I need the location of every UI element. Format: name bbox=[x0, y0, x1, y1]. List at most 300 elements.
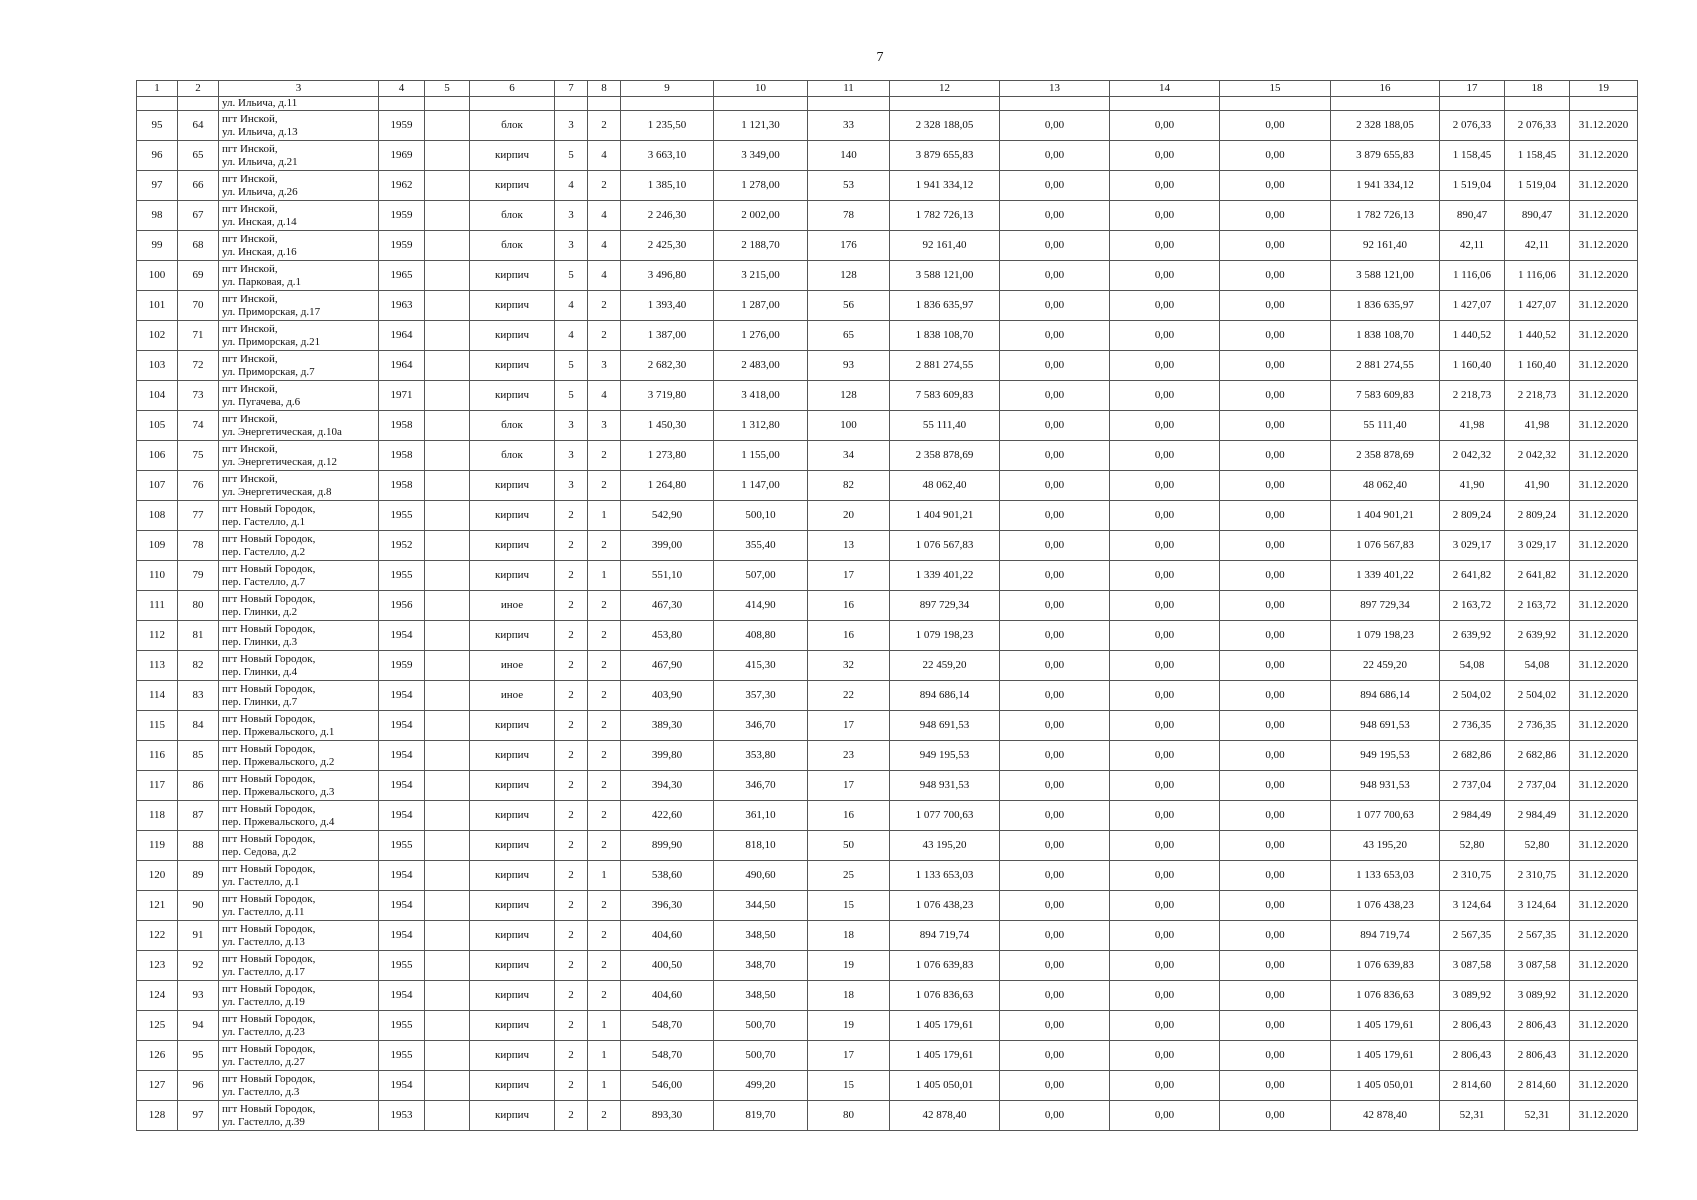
address-settlement: пгт Новый Городок, bbox=[222, 742, 316, 755]
build-year-cell: 1959 bbox=[379, 111, 425, 141]
living-area-cell: 348,50 bbox=[714, 981, 808, 1011]
column-header: 1 bbox=[137, 81, 178, 97]
column-14-cell: 0,00 bbox=[1110, 441, 1220, 471]
total-area-cell: 542,90 bbox=[621, 501, 714, 531]
entrances-cell: 2 bbox=[588, 471, 621, 501]
house-number-cell: 67 bbox=[178, 201, 219, 231]
total-area-cell: 467,30 bbox=[621, 591, 714, 621]
entrances-cell: 2 bbox=[588, 891, 621, 921]
cost-per-sqm-limit-cell: 2 504,02 bbox=[1505, 681, 1570, 711]
build-year-cell: 1955 bbox=[379, 561, 425, 591]
column-13-cell: 0,00 bbox=[1000, 771, 1110, 801]
repair-cost-cell: 55 111,40 bbox=[890, 411, 1000, 441]
column-13-cell: 0,00 bbox=[1000, 321, 1110, 351]
total-area-cell: 400,50 bbox=[621, 951, 714, 981]
total-area-cell: 1 235,50 bbox=[621, 111, 714, 141]
repair-cost-cell: 1 076 438,23 bbox=[890, 891, 1000, 921]
column-13-cell: 0,00 bbox=[1000, 291, 1110, 321]
table-row bbox=[137, 651, 1638, 681]
column-13-cell: 0,00 bbox=[1000, 531, 1110, 561]
repair-cost-cell: 949 195,53 bbox=[890, 741, 1000, 771]
completion-date-cell: 31.12.2020 bbox=[1570, 651, 1638, 681]
total-area-cell: 1 387,00 bbox=[621, 321, 714, 351]
column-header: 7 bbox=[555, 81, 588, 97]
repair-cost-cell: 92 161,40 bbox=[890, 231, 1000, 261]
completion-date-cell: 31.12.2020 bbox=[1570, 921, 1638, 951]
repair-cost-cell: 894 686,14 bbox=[890, 681, 1000, 711]
residents-cell: 23 bbox=[808, 741, 890, 771]
cost-per-sqm-cell: 2 814,60 bbox=[1440, 1071, 1505, 1101]
floors-cell: 2 bbox=[555, 891, 588, 921]
total-cost-cell: 1 405 179,61 bbox=[1331, 1041, 1440, 1071]
table-row bbox=[137, 1011, 1638, 1041]
wall-material-cell: кирпич bbox=[470, 711, 555, 741]
table-row bbox=[137, 1041, 1638, 1071]
cost-per-sqm-limit-cell: 2 806,43 bbox=[1505, 1041, 1570, 1071]
address-settlement: пгт Инской, bbox=[222, 112, 278, 125]
cost-per-sqm-limit-cell: 1 116,06 bbox=[1505, 261, 1570, 291]
row-number-cell: 117 bbox=[137, 771, 178, 801]
living-area-cell: 3 349,00 bbox=[714, 141, 808, 171]
living-area-cell: 500,10 bbox=[714, 501, 808, 531]
address-street: ул. Инская, д.16 bbox=[222, 245, 297, 258]
total-cost-cell: 949 195,53 bbox=[1331, 741, 1440, 771]
column-14-cell: 0,00 bbox=[1110, 981, 1220, 1011]
address-street: ул. Гастелло, д.27 bbox=[222, 1055, 305, 1068]
address-settlement: пгт Инской, bbox=[222, 412, 278, 425]
house-number-cell: 77 bbox=[178, 501, 219, 531]
address-settlement: пгт Новый Городок, bbox=[222, 772, 316, 785]
wall-material-cell: кирпич bbox=[470, 1071, 555, 1101]
entrances-cell: 2 bbox=[588, 171, 621, 201]
build-year-cell: 1954 bbox=[379, 861, 425, 891]
column-15-cell: 0,00 bbox=[1220, 891, 1331, 921]
column-13-cell: 0,00 bbox=[1000, 501, 1110, 531]
table-row bbox=[137, 291, 1638, 321]
cost-per-sqm-limit-cell: 2 639,92 bbox=[1505, 621, 1570, 651]
residents-cell: 22 bbox=[808, 681, 890, 711]
table-row bbox=[137, 531, 1638, 561]
column-header: 9 bbox=[621, 81, 714, 97]
address-street: ул. Гастелло, д.1 bbox=[222, 875, 300, 888]
residents-cell: 80 bbox=[808, 1101, 890, 1131]
total-area-cell: 396,30 bbox=[621, 891, 714, 921]
cost-per-sqm-cell: 2 736,35 bbox=[1440, 711, 1505, 741]
column-14-cell: 0,00 bbox=[1110, 891, 1220, 921]
repair-cost-cell: 7 583 609,83 bbox=[890, 381, 1000, 411]
column-13-cell: 0,00 bbox=[1000, 1071, 1110, 1101]
repair-cost-cell: 1 405 179,61 bbox=[890, 1011, 1000, 1041]
table-row bbox=[137, 261, 1638, 291]
total-cost-cell: 1 941 334,12 bbox=[1331, 171, 1440, 201]
column-14-cell: 0,00 bbox=[1110, 801, 1220, 831]
address-street: ул. Приморская, д.17 bbox=[222, 305, 321, 318]
house-number-cell: 64 bbox=[178, 111, 219, 141]
address-street: пер. Гастелло, д.1 bbox=[222, 515, 306, 528]
column-5-cell bbox=[425, 621, 470, 651]
repair-cost-cell: 3 588 121,00 bbox=[890, 261, 1000, 291]
table-row bbox=[137, 681, 1638, 711]
repair-cost-cell: 1 941 334,12 bbox=[890, 171, 1000, 201]
row-number-cell: 123 bbox=[137, 951, 178, 981]
address-street: ул. Гастелло, д.17 bbox=[222, 965, 305, 978]
column-15-cell: 0,00 bbox=[1220, 201, 1331, 231]
floors-cell: 3 bbox=[555, 201, 588, 231]
column-15-cell: 0,00 bbox=[1220, 351, 1331, 381]
address-cell bbox=[219, 951, 379, 981]
completion-date-cell: 31.12.2020 bbox=[1570, 711, 1638, 741]
column-14-cell: 0,00 bbox=[1110, 141, 1220, 171]
column-15-cell: 0,00 bbox=[1220, 681, 1331, 711]
column-15-cell: 0,00 bbox=[1220, 441, 1331, 471]
column-5-cell bbox=[425, 921, 470, 951]
living-area-cell: 2 483,00 bbox=[714, 351, 808, 381]
table-row bbox=[137, 471, 1638, 501]
floors-cell: 2 bbox=[555, 651, 588, 681]
total-area-cell: 467,90 bbox=[621, 651, 714, 681]
completion-date-cell: 31.12.2020 bbox=[1570, 111, 1638, 141]
cost-per-sqm-cell: 52,80 bbox=[1440, 831, 1505, 861]
address-street: пер. Глинки, д.2 bbox=[222, 605, 298, 618]
address-cell bbox=[219, 351, 379, 381]
wall-material-cell: кирпич bbox=[470, 531, 555, 561]
residents-cell: 53 bbox=[808, 171, 890, 201]
house-number-cell: 91 bbox=[178, 921, 219, 951]
table-row bbox=[137, 111, 1638, 141]
cost-per-sqm-cell: 2 076,33 bbox=[1440, 111, 1505, 141]
build-year-cell: 1971 bbox=[379, 381, 425, 411]
wall-material-cell: кирпич bbox=[470, 351, 555, 381]
column-15-cell: 0,00 bbox=[1220, 321, 1331, 351]
cost-per-sqm-limit-cell: 2 814,60 bbox=[1505, 1071, 1570, 1101]
total-cost-cell: 1 079 198,23 bbox=[1331, 621, 1440, 651]
wall-material-cell: иное bbox=[470, 681, 555, 711]
total-area-cell: 399,00 bbox=[621, 531, 714, 561]
entrances-cell: 2 bbox=[588, 321, 621, 351]
row-number-cell: 104 bbox=[137, 381, 178, 411]
entrances-cell: 2 bbox=[588, 711, 621, 741]
total-cost-cell: 1 339 401,22 bbox=[1331, 561, 1440, 591]
residents-cell: 16 bbox=[808, 591, 890, 621]
build-year-cell: 1965 bbox=[379, 261, 425, 291]
column-13-cell: 0,00 bbox=[1000, 1011, 1110, 1041]
build-year-cell: 1962 bbox=[379, 171, 425, 201]
address-street: ул. Приморская, д.7 bbox=[222, 365, 315, 378]
cost-per-sqm-limit-cell: 3 124,64 bbox=[1505, 891, 1570, 921]
cost-per-sqm-limit-cell: 52,80 bbox=[1505, 831, 1570, 861]
cost-per-sqm-limit-cell: 41,98 bbox=[1505, 411, 1570, 441]
column-header: 2 bbox=[178, 81, 219, 97]
row-number-cell: 119 bbox=[137, 831, 178, 861]
column-14-cell: 0,00 bbox=[1110, 501, 1220, 531]
table-row bbox=[137, 621, 1638, 651]
column-header: 19 bbox=[1570, 81, 1638, 97]
cost-per-sqm-limit-cell: 52,31 bbox=[1505, 1101, 1570, 1131]
completion-date-cell: 31.12.2020 bbox=[1570, 201, 1638, 231]
entrances-cell: 2 bbox=[588, 681, 621, 711]
address-settlement: пгт Инской, bbox=[222, 322, 278, 335]
house-number-cell: 72 bbox=[178, 351, 219, 381]
wall-material-cell: кирпич bbox=[470, 891, 555, 921]
wall-material-cell: кирпич bbox=[470, 291, 555, 321]
completion-date-cell: 31.12.2020 bbox=[1570, 351, 1638, 381]
wall-material-cell: кирпич bbox=[470, 861, 555, 891]
build-year-cell: 1959 bbox=[379, 231, 425, 261]
row-number-cell: 103 bbox=[137, 351, 178, 381]
residents-cell: 18 bbox=[808, 981, 890, 1011]
build-year-cell: 1954 bbox=[379, 891, 425, 921]
column-header: 13 bbox=[1000, 81, 1110, 97]
housing-registry-table bbox=[136, 80, 1638, 1131]
floors-cell: 2 bbox=[555, 621, 588, 651]
cost-per-sqm-cell: 2 042,32 bbox=[1440, 441, 1505, 471]
residents-cell: 32 bbox=[808, 651, 890, 681]
completion-date-cell: 31.12.2020 bbox=[1570, 411, 1638, 441]
completion-date-cell: 31.12.2020 bbox=[1570, 261, 1638, 291]
column-5-cell bbox=[425, 771, 470, 801]
cost-per-sqm-limit-cell: 2 682,86 bbox=[1505, 741, 1570, 771]
total-cost-cell: 897 729,34 bbox=[1331, 591, 1440, 621]
living-area-cell: 1 147,00 bbox=[714, 471, 808, 501]
column-13-cell: 0,00 bbox=[1000, 861, 1110, 891]
column-5-cell bbox=[425, 531, 470, 561]
wall-material-cell: блок bbox=[470, 231, 555, 261]
wall-material-cell: кирпич bbox=[470, 981, 555, 1011]
residents-cell: 128 bbox=[808, 381, 890, 411]
address-street: пер. Пржевальского, д.4 bbox=[222, 815, 335, 828]
column-5-cell bbox=[425, 201, 470, 231]
column-5-cell bbox=[425, 501, 470, 531]
completion-date-cell: 31.12.2020 bbox=[1570, 291, 1638, 321]
wall-material-cell: кирпич bbox=[470, 1101, 555, 1131]
column-14-cell: 0,00 bbox=[1110, 561, 1220, 591]
total-area-cell: 1 393,40 bbox=[621, 291, 714, 321]
address-cell bbox=[219, 921, 379, 951]
repair-cost-cell: 1 405 179,61 bbox=[890, 1041, 1000, 1071]
cost-per-sqm-cell: 2 806,43 bbox=[1440, 1041, 1505, 1071]
completion-date-cell: 31.12.2020 bbox=[1570, 1071, 1638, 1101]
column-15-cell: 0,00 bbox=[1220, 171, 1331, 201]
column-15-cell: 0,00 bbox=[1220, 381, 1331, 411]
repair-cost-cell: 3 879 655,83 bbox=[890, 141, 1000, 171]
table-row bbox=[137, 591, 1638, 621]
residents-cell: 15 bbox=[808, 1071, 890, 1101]
row-number-cell: 114 bbox=[137, 681, 178, 711]
address-street: ул. Гастелло, д.19 bbox=[222, 995, 305, 1008]
residents-cell: 17 bbox=[808, 561, 890, 591]
column-15-cell: 0,00 bbox=[1220, 141, 1331, 171]
column-15-cell: 0,00 bbox=[1220, 771, 1331, 801]
total-cost-cell: 1 133 653,03 bbox=[1331, 861, 1440, 891]
address-settlement: пгт Инской, bbox=[222, 292, 278, 305]
row-number-cell: 99 bbox=[137, 231, 178, 261]
cost-per-sqm-cell: 2 567,35 bbox=[1440, 921, 1505, 951]
column-13-cell: 0,00 bbox=[1000, 891, 1110, 921]
living-area-cell: 355,40 bbox=[714, 531, 808, 561]
entrances-cell: 4 bbox=[588, 141, 621, 171]
total-area-cell: 453,80 bbox=[621, 621, 714, 651]
house-number-cell: 74 bbox=[178, 411, 219, 441]
repair-cost-cell: 1 782 726,13 bbox=[890, 201, 1000, 231]
residents-cell: 33 bbox=[808, 111, 890, 141]
entrances-cell: 2 bbox=[588, 951, 621, 981]
residents-cell: 34 bbox=[808, 441, 890, 471]
address-cell bbox=[219, 861, 379, 891]
carry-over-address: ул. Ильича, д.11 bbox=[219, 97, 379, 111]
column-5-cell bbox=[425, 111, 470, 141]
column-13-cell: 0,00 bbox=[1000, 801, 1110, 831]
residents-cell: 20 bbox=[808, 501, 890, 531]
address-street: ул. Гастелло, д.23 bbox=[222, 1025, 305, 1038]
column-14-cell: 0,00 bbox=[1110, 1011, 1220, 1041]
living-area-cell: 499,20 bbox=[714, 1071, 808, 1101]
build-year-cell: 1964 bbox=[379, 351, 425, 381]
build-year-cell: 1954 bbox=[379, 921, 425, 951]
entrances-cell: 2 bbox=[588, 801, 621, 831]
build-year-cell: 1954 bbox=[379, 1071, 425, 1101]
row-number-cell: 127 bbox=[137, 1071, 178, 1101]
total-cost-cell: 1 076 567,83 bbox=[1331, 531, 1440, 561]
column-14-cell: 0,00 bbox=[1110, 1101, 1220, 1131]
residents-cell: 18 bbox=[808, 921, 890, 951]
column-5-cell bbox=[425, 1041, 470, 1071]
living-area-cell: 348,50 bbox=[714, 921, 808, 951]
living-area-cell: 346,70 bbox=[714, 711, 808, 741]
table-row bbox=[137, 231, 1638, 261]
living-area-cell: 361,10 bbox=[714, 801, 808, 831]
column-5-cell bbox=[425, 711, 470, 741]
column-15-cell: 0,00 bbox=[1220, 1071, 1331, 1101]
cost-per-sqm-cell: 52,31 bbox=[1440, 1101, 1505, 1131]
column-15-cell: 0,00 bbox=[1220, 741, 1331, 771]
wall-material-cell: кирпич bbox=[470, 471, 555, 501]
column-5-cell bbox=[425, 681, 470, 711]
column-13-cell: 0,00 bbox=[1000, 381, 1110, 411]
column-14-cell: 0,00 bbox=[1110, 381, 1220, 411]
house-number-cell: 71 bbox=[178, 321, 219, 351]
address-settlement: пгт Новый Городок, bbox=[222, 1012, 316, 1025]
address-cell bbox=[219, 171, 379, 201]
column-15-cell: 0,00 bbox=[1220, 1011, 1331, 1041]
total-area-cell: 2 682,30 bbox=[621, 351, 714, 381]
house-number-cell: 69 bbox=[178, 261, 219, 291]
column-13-cell: 0,00 bbox=[1000, 561, 1110, 591]
address-street: ул. Гастелло, д.11 bbox=[222, 905, 305, 918]
row-number-cell: 115 bbox=[137, 711, 178, 741]
entrances-cell: 2 bbox=[588, 921, 621, 951]
row-number-cell: 95 bbox=[137, 111, 178, 141]
completion-date-cell: 31.12.2020 bbox=[1570, 561, 1638, 591]
floors-cell: 2 bbox=[555, 801, 588, 831]
column-header: 16 bbox=[1331, 81, 1440, 97]
cost-per-sqm-limit-cell: 2 218,73 bbox=[1505, 381, 1570, 411]
table-row bbox=[137, 561, 1638, 591]
column-header: 15 bbox=[1220, 81, 1331, 97]
living-area-cell: 348,70 bbox=[714, 951, 808, 981]
wall-material-cell: иное bbox=[470, 651, 555, 681]
total-cost-cell: 1 836 635,97 bbox=[1331, 291, 1440, 321]
column-number-header bbox=[137, 81, 1638, 97]
wall-material-cell: кирпич bbox=[470, 261, 555, 291]
build-year-cell: 1954 bbox=[379, 741, 425, 771]
address-settlement: пгт Новый Городок, bbox=[222, 532, 316, 545]
total-cost-cell: 1 838 108,70 bbox=[1331, 321, 1440, 351]
house-number-cell: 95 bbox=[178, 1041, 219, 1071]
column-14-cell: 0,00 bbox=[1110, 321, 1220, 351]
house-number-cell: 85 bbox=[178, 741, 219, 771]
entrances-cell: 1 bbox=[588, 501, 621, 531]
table-row bbox=[137, 951, 1638, 981]
address-street: пер. Глинки, д.7 bbox=[222, 695, 298, 708]
column-13-cell: 0,00 bbox=[1000, 231, 1110, 261]
address-street: пер. Пржевальского, д.2 bbox=[222, 755, 335, 768]
residents-cell: 50 bbox=[808, 831, 890, 861]
column-13-cell: 0,00 bbox=[1000, 261, 1110, 291]
house-number-cell: 81 bbox=[178, 621, 219, 651]
total-area-cell: 2 246,30 bbox=[621, 201, 714, 231]
column-13-cell: 0,00 bbox=[1000, 681, 1110, 711]
row-number-cell: 126 bbox=[137, 1041, 178, 1071]
column-13-cell: 0,00 bbox=[1000, 111, 1110, 141]
cost-per-sqm-limit-cell: 3 089,92 bbox=[1505, 981, 1570, 1011]
house-number-cell: 87 bbox=[178, 801, 219, 831]
column-15-cell: 0,00 bbox=[1220, 861, 1331, 891]
column-5-cell bbox=[425, 321, 470, 351]
column-13-cell: 0,00 bbox=[1000, 171, 1110, 201]
build-year-cell: 1959 bbox=[379, 651, 425, 681]
wall-material-cell: кирпич bbox=[470, 381, 555, 411]
cost-per-sqm-limit-cell: 2 076,33 bbox=[1505, 111, 1570, 141]
column-5-cell bbox=[425, 411, 470, 441]
residents-cell: 19 bbox=[808, 951, 890, 981]
cost-per-sqm-limit-cell: 54,08 bbox=[1505, 651, 1570, 681]
column-5-cell bbox=[425, 171, 470, 201]
residents-cell: 16 bbox=[808, 801, 890, 831]
address-street: ул. Инская, д.14 bbox=[222, 215, 297, 228]
address-cell bbox=[219, 801, 379, 831]
column-13-cell: 0,00 bbox=[1000, 741, 1110, 771]
column-15-cell: 0,00 bbox=[1220, 951, 1331, 981]
total-cost-cell: 2 881 274,55 bbox=[1331, 351, 1440, 381]
address-street: ул. Парковая, д.1 bbox=[222, 275, 301, 288]
build-year-cell: 1955 bbox=[379, 951, 425, 981]
address-settlement: пгт Инской, bbox=[222, 352, 278, 365]
column-5-cell bbox=[425, 441, 470, 471]
table-row bbox=[137, 1071, 1638, 1101]
address-settlement: пгт Новый Городок, bbox=[222, 802, 316, 815]
completion-date-cell: 31.12.2020 bbox=[1570, 171, 1638, 201]
address-settlement: пгт Новый Городок, bbox=[222, 1042, 316, 1055]
column-13-cell: 0,00 bbox=[1000, 921, 1110, 951]
cost-per-sqm-limit-cell: 1 427,07 bbox=[1505, 291, 1570, 321]
address-settlement: пгт Новый Городок, bbox=[222, 1102, 316, 1115]
cost-per-sqm-limit-cell: 2 809,24 bbox=[1505, 501, 1570, 531]
row-number-cell: 121 bbox=[137, 891, 178, 921]
living-area-cell: 1 121,30 bbox=[714, 111, 808, 141]
total-cost-cell: 894 719,74 bbox=[1331, 921, 1440, 951]
house-number-cell: 89 bbox=[178, 861, 219, 891]
address-settlement: пгт Новый Городок, bbox=[222, 682, 316, 695]
cost-per-sqm-cell: 2 737,04 bbox=[1440, 771, 1505, 801]
floors-cell: 5 bbox=[555, 261, 588, 291]
row-number-cell: 96 bbox=[137, 141, 178, 171]
build-year-cell: 1969 bbox=[379, 141, 425, 171]
row-number-cell: 105 bbox=[137, 411, 178, 441]
floors-cell: 3 bbox=[555, 231, 588, 261]
total-area-cell: 422,60 bbox=[621, 801, 714, 831]
entrances-cell: 1 bbox=[588, 1011, 621, 1041]
total-area-cell: 551,10 bbox=[621, 561, 714, 591]
